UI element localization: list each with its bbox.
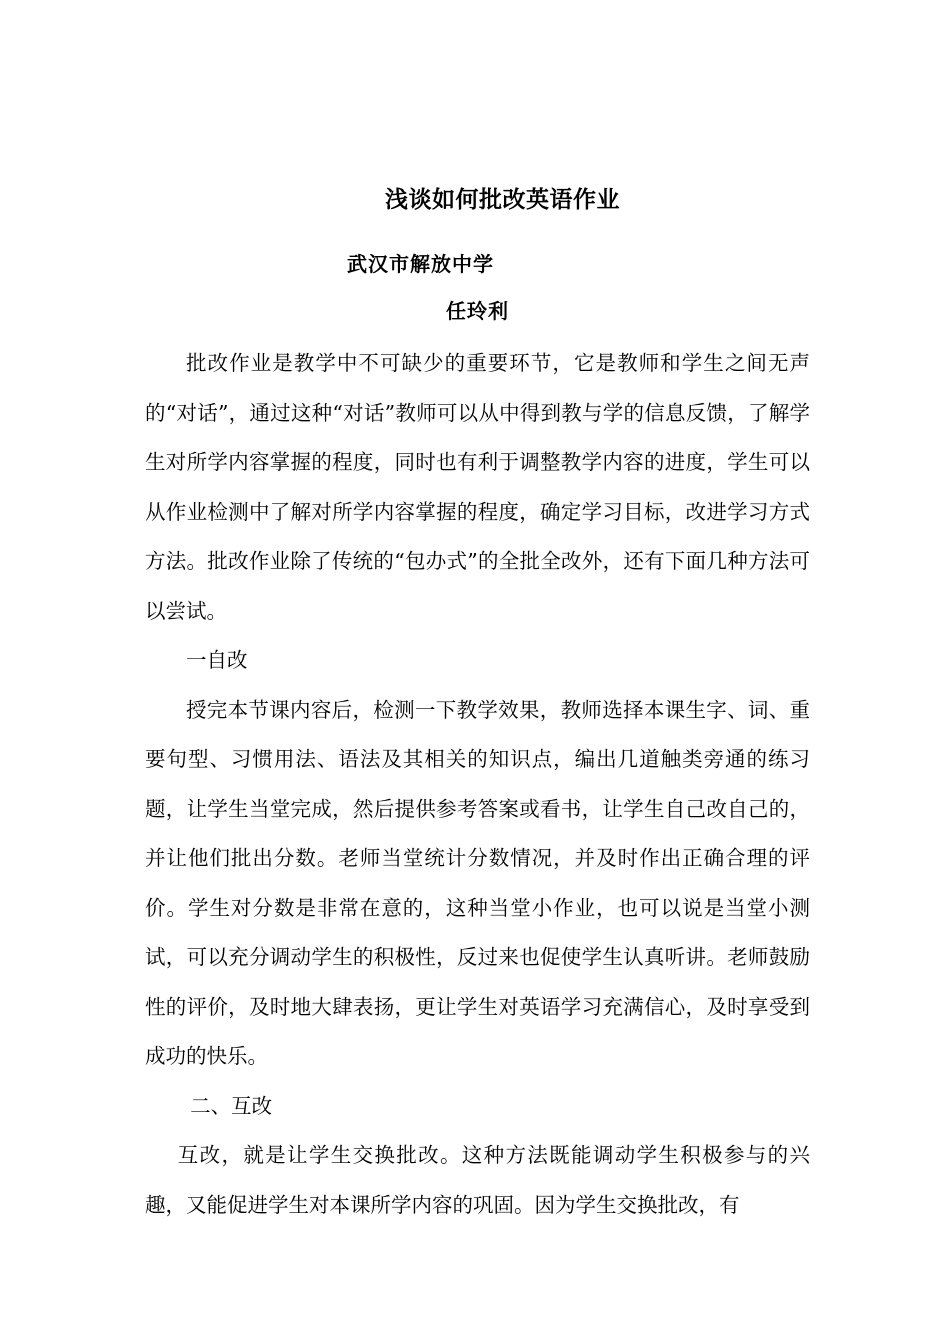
- author-name: 任玲利: [446, 299, 509, 323]
- section-body-self-correction: 授完本节课内容后，检测一下教学效果，教师选择本课生字、词、重要句型、习惯用法、语法及其相关的知识点，编出几道触类旁通的练习题，让学生当堂完成，然后提供参考答案或看书，让学生自己改自己的，并让他们批出分数。老师当堂统计分数情况，并及时作出正确合理的评价。学生对分数是非常在意的，这种当堂小作业，也可以说是当堂小测试，可以充分调动学生的积极性，反过来也促使学生认真听讲。老师鼓励性的评价，及时地大肆表扬，更让学生对英语学习充满信心，及时享受到成功的快乐。: [145, 697, 810, 1068]
- document-title: 浅谈如何批改英语作业: [385, 187, 620, 213]
- intro-paragraph: 批改作业是教学中不可缺少的重要环节，它是教师和学生之间无声的“对话”，通过这种“对话”教师可以从中得到教与学的信息反馈，了解学生对所学内容掌握的程度，同时也有利于调整教学内容的进度，学生可以从作业检测中了解对所学内容掌握的程度，确定学习目标，改进学习方式方法。批改作业除了传统的“包办式”的全批全改外，还有下面几种方法可以尝试。: [145, 351, 810, 623]
- school-name: 武汉市解放中学: [347, 252, 494, 276]
- section-heading-self-correction: 一自改: [186, 648, 248, 672]
- section-heading-peer-correction: 二、互改: [190, 1093, 273, 1118]
- document-body: [145, 339, 810, 1230]
- section-body-peer-correction: 互改，就是让学生交换批改。这种方法既能调动学生积极参与的兴趣，又能促进学生对本课所学内容的巩固。因为学生交换批改，有: [145, 1143, 810, 1217]
